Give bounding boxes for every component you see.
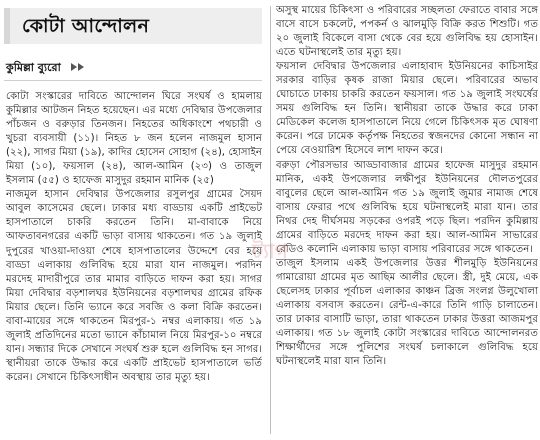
left-body-text (6, 90, 262, 385)
byline-row (6, 56, 262, 74)
watermark-text: ট্যাগ (252, 238, 288, 263)
paragraph: তাজুল ইসলাম একই উপজেলার উত্তর শীলমুড়ি ইউনিয়নের গামারোয়া গ্রামের মৃত আছিম আলীর ছেলে। স্ত্রী, দুই মেয়ে, এক ছেলেসহ ঢাকার পূর্বাচল এলাকার কাঞ্চন ব্রিজ সংলগ্ন উলুখোলা এলাকায় বসবাস করতেন। রেন্ট-এ-কারে তিনি গাড়ি চালাতেন। তার ঢাকার বাসাটি ভাড়া, তারা থাকতেন ঢাকার উত্তরা আজমপুর এলাকায়। গত ১৮ জুলাই কোটা সংস্কারের দাবিতে আন্দোলনরত শিক্ষার্থীদের সঙ্গে পুলিশের সংঘর্ষ চলাকালে গুলিবিদ্ধ হয়ে ঘটনাস্থলেই মারা যান তিনি। (276, 257, 538, 368)
headline: কোটা আন্দোলন (22, 15, 150, 37)
byline-rule (4, 80, 262, 81)
arrow-right-icon (71, 63, 77, 71)
paragraph: অসুস্থ মায়ের চিকিৎসা ও পরিবারের সচ্ছলতা ফেরাতে বাবার সঙ্গে বাসে বাসে চকলেট, পপকর্ন ও ঝালমুড়ি বিক্রি করত শিশুটি। গত ২০ জুলাই বিকেলে বাসা থেকে বের হয়ে গুলিবিদ্ধ হয় হোসাইন। এতে ঘটনাস্থলেই তার মৃত্যু হয়। (276, 5, 538, 59)
right-body-text (276, 4, 538, 369)
left-column (0, 0, 266, 440)
paragraph: বরুড়া পৌরসভার আড্ডাবাজার গ্রামের হাফেজ মাসুদুর রহমান মানিক, একই উপজেলার লক্ষীপুর ইউনিয়নের দৌলতপুরের বাবুলের ছেলে আল-আমিন গত ১৯ জুলাই জুমার নামাজ শেষে বাসায় ফেরার পথে গুলিবিদ্ধ হয়ে ঘটনাস্থলেই মারা যান। তার নিথর দেহ দীর্ঘসময় সড়কের ওপরই পড়ে ছিল। পরদিন কুমিল্লায় গ্রামের বাড়িতে মরদেহ দাফন করা হয়। আল-আমিন সাভারের রেডিও কলোনি এলাকায় ভাড়া বাসায় পরিবারের সঙ্গে থাকতেন। (276, 159, 538, 255)
byline: কুমিল্লা ব্যুরো (6, 61, 61, 74)
paragraph: নাজমুল হাসান দেবিদ্বার উপজেলার রসুলপুর গ্রামের সৈয়দ আবুল কাসেমের ছেলে। ঢাকার মধ্য বাড্ডায় একটি প্রাইভেট হাসপাতালে চাকরি করতেন তিনি। মা-বাবাকে নিয়ে আফতাবনগরের একটি ভাড়া বাসায় থাকতেন। গত ১৯ জুলাই দুপুরের খাওয়া-দাওয়া শেষে হাসপাতালের উদ্দেশে বের হয়ে বাড্ডা এলাকায় গুলিবিদ্ধ হয়ে মারা যান নাজমুল। পরদিন মরদেহ মাদারীপুরে তার মামার বাড়িতে দাফন করা হয়। সাগর মিয়া দেবিদ্বার বড়শালঘর ইউনিয়নের বড়শালঘর গ্রামের রফিক মিয়ার ছেলে। তিনি ভ্যানে করে সবজি ও কলা বিক্রি করতেন। বাবা-মায়ের সঙ্গে থাকতেন মিরপুর-১ নম্বর এলাকায়। গত ১৯ জুলাই প্রতিদিনের মতো ভ্যানে কাঁচামাল নিয়ে মিরপুর-১০ নম্বরে যান। সন্ধ্যার দিকে সেখানে সংঘর্ষ শুরু হলে গুলিবিদ্ধ হন সাগর। স্থানীয়রা তাকে উদ্ধার করে একটি প্রাইভেট হাসপাতালে ভর্তি করেন। সেখানে চিকিৎসাধীন অবস্থায় তার মৃত্যু হয়। (6, 189, 262, 383)
paragraph: কোটা সংস্কারের দাবিতে আন্দোলন ঘিরে সংঘর্ষ ও হামলায় কুমিল্লার আটজন নিহত হয়েছেন। এর মধ্যে দেবিদ্বার উপজেলার পাঁচজন ও বরুড়ার তিনজন। নিহতের অধিকাংশে পথচারী ও খুচরা ব্যবসায়ী (১১)। নিহত ৮ জন হলেন নাজমুল হাসান (২২), সাগর মিয়া (১৯), কাদির হোসেন সোহাগ (২৪), হোসাইন মিয়া (১০), ফয়সাল (২৪), আল-আমিন (২৩) ও তাজুল ইসলাম (৫৫) ও হাফেজ মাসুদুর রহমান মানিক (২৫) (6, 91, 262, 187)
headline-box (4, 8, 262, 44)
column-divider (270, 6, 271, 434)
arrow-right-icon (78, 63, 84, 71)
right-column (276, 0, 540, 440)
paragraph: ফয়সাল দেবিদ্বার উপজেলার এলাহাবাদ ইউনিয়নের কাচিসাইর সরকার বাড়ির কৃষক রাজা মিয়ার ছেলে। পরিবারের অভাব ঘোচাতে ঢাকায় চাকরি করতেন ফয়সাল। গত ১৯ জুলাই সংঘর্ষের সময় গুলিবিদ্ধ হন তিনি। স্থানীয়রা তাকে উদ্ধার করে ঢাকা মেডিকেল কলেজ হাসপাতালে নিয়ে গেলে চিকিৎসক মৃত ঘোষণা করেন। পরে ঢামেক কর্তৃপক্ষ নিহতের স্বজনদের কোনো সন্ধান না পেয়ে বেওয়ারিশ হিসেবে লাশ দাফন করে। (276, 61, 538, 157)
